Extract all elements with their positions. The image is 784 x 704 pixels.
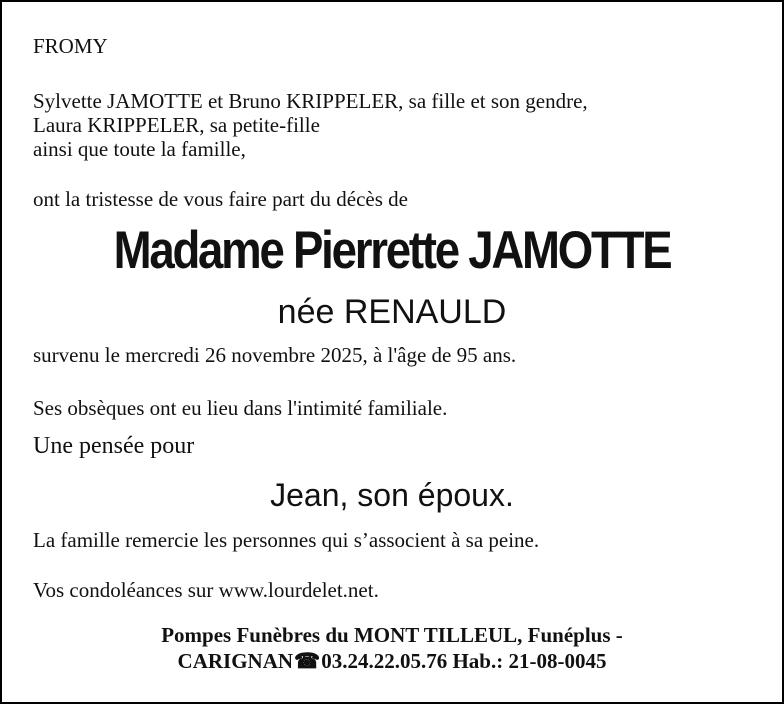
intro-text: ont la tristesse de vous faire part du décès de xyxy=(33,187,408,211)
location: FROMY xyxy=(33,34,108,58)
spouse-line: Jean, son époux. xyxy=(270,477,514,513)
thought-text: Une pensée pour xyxy=(33,433,195,459)
maiden-name: née RENAULD xyxy=(277,293,507,331)
funeral-info: Ses obsèques ont eu lieu dans l'intimité familiale. xyxy=(33,396,448,420)
funeral-home-line-2 xyxy=(2,648,782,674)
family-line-3: ainsi que toute la famille, xyxy=(33,137,246,161)
funeral-home-city: CARIGNAN xyxy=(177,649,294,673)
family-line-1: Sylvette JAMOTTE et Bruno KRIPPELER, sa fille et son gendre, xyxy=(33,89,588,113)
death-info: survenu le mercredi 26 novembre 2025, à l'âge de 95 ans. xyxy=(33,343,517,367)
thanks-text: La famille remercie les personnes qui s’associent à sa peine. xyxy=(33,528,540,552)
family-line-2: Laura KRIPPELER, sa petite-fille xyxy=(33,113,320,137)
deceased-name: Madame Pierrette JAMOTTE xyxy=(113,221,671,280)
funeral-home-hab: Hab.: 21-08-0045 xyxy=(452,649,607,673)
funeral-home-phone: 03.24.22.05.76 xyxy=(321,649,448,673)
phone-icon: ☎ xyxy=(294,649,321,673)
funeral-home-line-1: Pompes Funèbres du MONT TILLEUL, Funéplus - xyxy=(161,623,623,647)
condolences-text: Vos condoléances sur www.lourdelet.net. xyxy=(33,578,379,602)
